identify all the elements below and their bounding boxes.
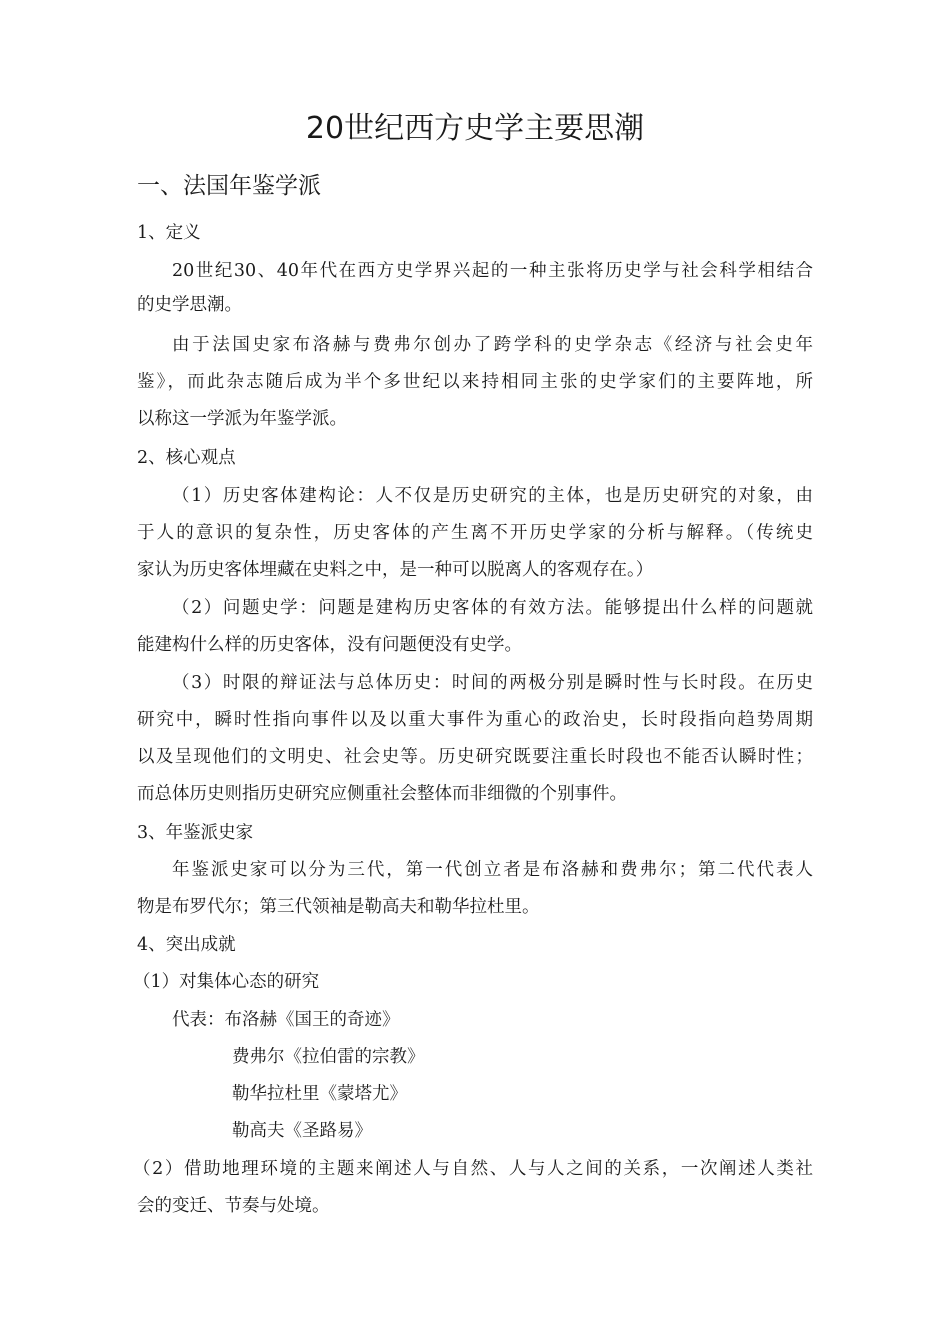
paragraph-line: 20世纪30、40年代在西方史学界兴起的一种主张将历史学与社会科学相结合	[172, 261, 813, 281]
subheading-historians: 3、年鉴派史家	[137, 823, 254, 843]
paragraph-line: 以称这一学派为年鉴学派。	[137, 409, 347, 429]
paragraph-line: （1）历史客体建构论：人不仅是历史研究的主体，也是历史研究的对象，由	[172, 486, 813, 506]
paragraph-line: 能建构什么样的历史客体，没有问题便没有史学。	[137, 635, 522, 655]
page-title: 20世纪西方史学主要思潮	[305, 111, 645, 146]
work-item: 勒华拉杜里《蒙塔尤》	[232, 1084, 407, 1104]
paragraph-line: 鉴》，而此杂志随后成为半个多世纪以来持相同主张的史学家们的主要阵地，所	[137, 372, 813, 392]
paragraph-line: （2）问题史学：问题是建构历史客体的有效方法。能够提出什么样的问题就	[172, 598, 813, 618]
paragraph-line: 家认为历史客体埋藏在史料之中，是一种可以脱离人的客观存在。）	[137, 560, 654, 580]
paragraph-line: 物是布罗代尔；第三代领袖是勒高夫和勒华拉杜里。	[137, 897, 540, 917]
subheading-core-views: 2、核心观点	[137, 448, 236, 468]
section-heading: 一、法国年鉴学派	[137, 173, 321, 199]
subheading-achievements: 4、突出成就	[137, 935, 236, 955]
paragraph-line: 而总体历史则指历史研究应侧重社会整体而非细微的个别事件。	[137, 784, 627, 804]
paragraph-line: 由于法国史家布洛赫与费弗尔创办了跨学科的史学杂志《经济与社会史年	[172, 335, 813, 355]
subheading-definition: 1、定义	[137, 223, 201, 243]
work-item: 费弗尔《拉伯雷的宗教》	[232, 1047, 425, 1067]
paragraph-line: 的史学思潮。	[137, 295, 242, 315]
paragraph-line: 于人的意识的复杂性，历史客体的产生离不开历史学家的分析与解释。（传统史	[137, 523, 813, 543]
paragraph-line: 会的变迁、节奏与处境。	[137, 1196, 330, 1216]
work-item: 勒高夫《圣路易》	[232, 1121, 372, 1141]
list-item: （1）对集体心态的研究	[133, 972, 320, 992]
paragraph-line: 研究中，瞬时性指向事件以及以重大事件为重心的政治史，长时段指向趋势周期	[137, 710, 813, 730]
representative-works: 代表：布洛赫《国王的奇迹》	[172, 1010, 400, 1030]
paragraph-line: 年鉴派史家可以分为三代，第一代创立者是布洛赫和费弗尔；第二代代表人	[172, 860, 813, 880]
list-item: （2）借助地理环境的主题来阐述人与自然、人与人之间的关系，一次阐述人类社	[133, 1159, 813, 1179]
paragraph-line: （3）时限的辩证法与总体历史：时间的两极分别是瞬时性与长时段。在历史	[172, 673, 813, 693]
paragraph-line: 以及呈现他们的文明史、社会史等。历史研究既要注重长时段也不能否认瞬时性；	[137, 747, 813, 767]
